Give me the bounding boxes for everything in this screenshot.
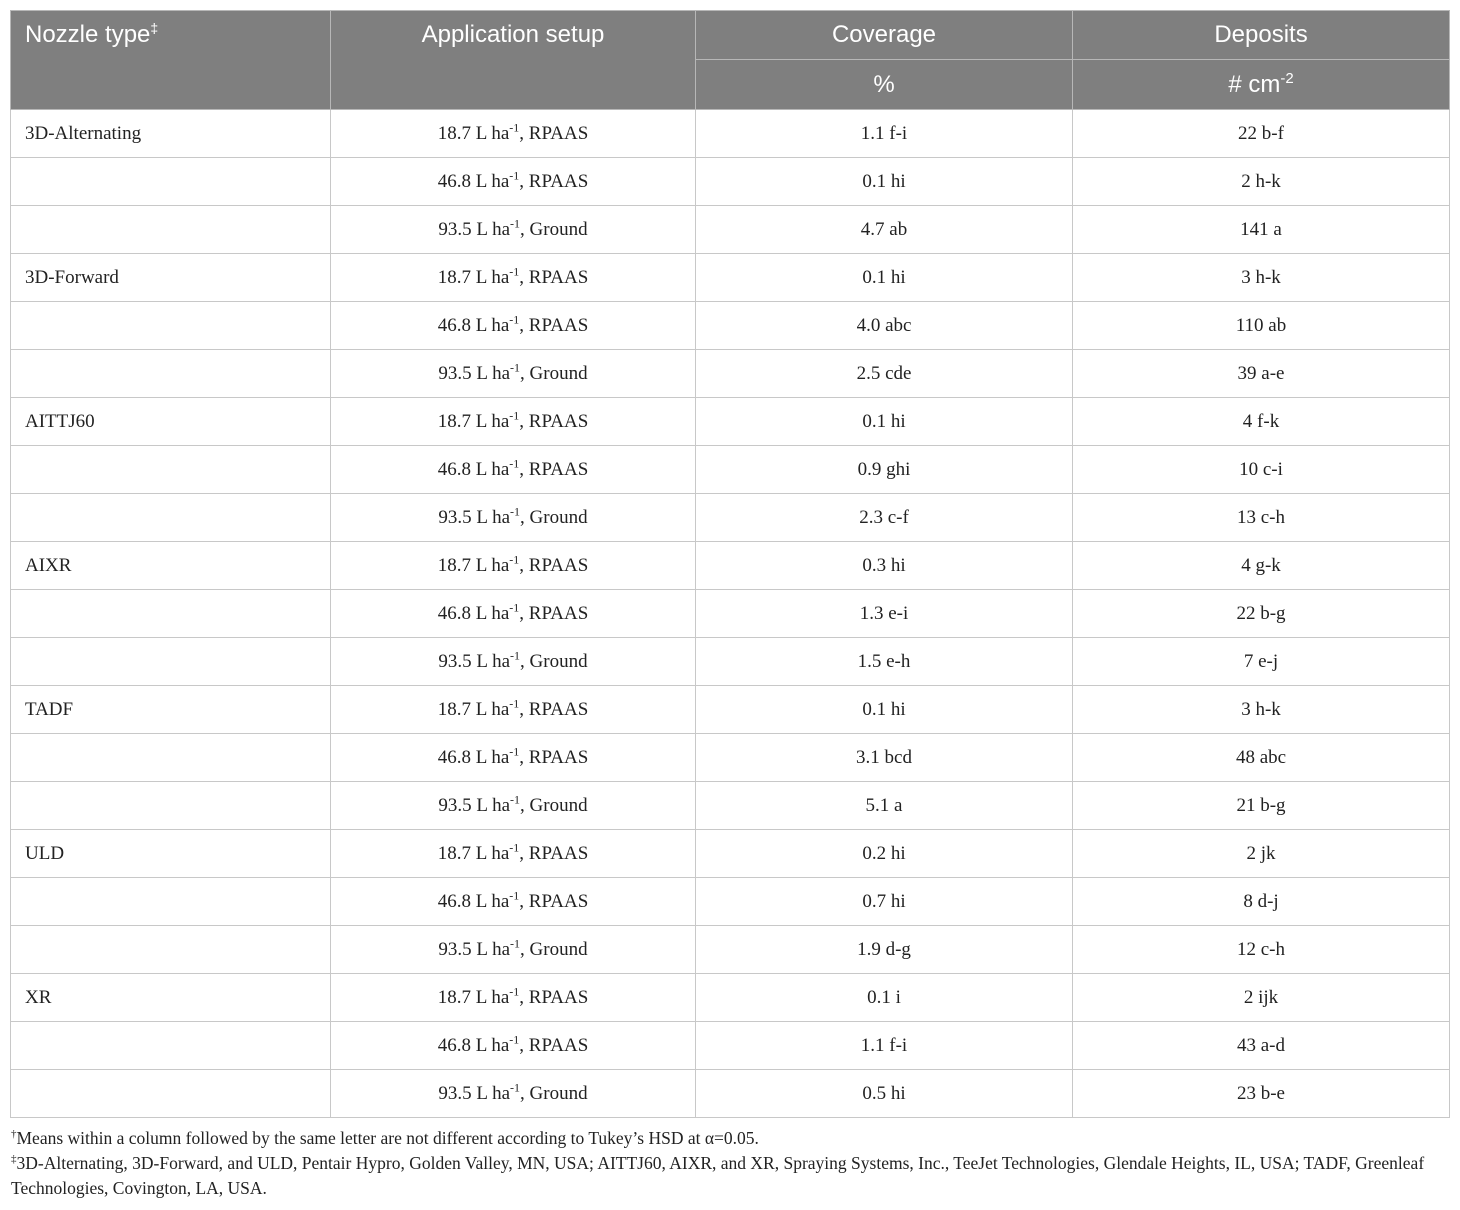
table-row xyxy=(11,974,1450,1022)
cell-coverage: 1.9 d-g xyxy=(696,926,1073,974)
table-row xyxy=(11,1070,1450,1118)
cell-nozzle-type: TADF xyxy=(11,686,331,734)
application-mode: , Ground xyxy=(520,938,588,960)
application-mode: , RPAAS xyxy=(519,266,589,288)
table-row xyxy=(11,638,1450,686)
application-rate: 93.5 L ha xyxy=(438,1082,511,1104)
data-table-container xyxy=(10,10,1449,1118)
cell-coverage: 1.3 e-i xyxy=(696,590,1073,638)
table-row xyxy=(11,878,1450,926)
cell-application-setup xyxy=(331,110,696,158)
footnote-dagger-mark: † xyxy=(11,1128,17,1141)
cell-nozzle-type xyxy=(11,206,331,254)
footnote-manufacturers-text: 3D-Alternating, 3D-Forward, and ULD, Pentair Hypro, Golden Valley, MN, USA; AITTJ60, AIXR, and XR, Spraying Systems, Inc., TeeJet Technologies, Glendale Heights, IL, USA; TADF, Greenleaf Technologies, Covington, LA, USA. xyxy=(11,1153,1425,1198)
cell-deposits: 8 d-j xyxy=(1073,878,1450,926)
cell-application-setup xyxy=(331,1022,696,1070)
cell-deposits: 23 b-e xyxy=(1073,1070,1450,1118)
cell-application-setup xyxy=(331,494,696,542)
cell-coverage: 5.1 a xyxy=(696,782,1073,830)
cell-application-setup xyxy=(331,446,696,494)
cell-deposits: 10 c-i xyxy=(1073,446,1450,494)
cell-deposits: 13 c-h xyxy=(1073,494,1450,542)
table-row xyxy=(11,158,1450,206)
cell-nozzle-type xyxy=(11,878,331,926)
application-rate-exponent: -1 xyxy=(510,504,521,519)
cell-application-setup xyxy=(331,206,696,254)
table-header xyxy=(11,11,1450,110)
header-nozzle-type-label: Nozzle type xyxy=(25,21,151,48)
cell-deposits: 2 ijk xyxy=(1073,974,1450,1022)
header-row xyxy=(11,11,1450,60)
cell-application-setup xyxy=(331,926,696,974)
header-nozzle-type xyxy=(11,11,331,110)
application-rate-exponent: -1 xyxy=(510,360,521,375)
cell-coverage: 0.1 i xyxy=(696,974,1073,1022)
deposits-unit-base: # cm xyxy=(1228,70,1281,98)
application-rate-exponent: -1 xyxy=(509,168,520,183)
application-rate-exponent: -1 xyxy=(509,312,520,327)
application-rate: 46.8 L ha xyxy=(437,890,510,912)
table-row xyxy=(11,350,1450,398)
cell-deposits: 48 abc xyxy=(1073,734,1450,782)
table-row xyxy=(11,446,1450,494)
cell-deposits: 2 h-k xyxy=(1073,158,1450,206)
application-rate-exponent: -1 xyxy=(509,120,520,135)
application-mode: , Ground xyxy=(520,1082,588,1104)
footnote-manufacturers xyxy=(11,1151,1451,1201)
table-row xyxy=(11,1022,1450,1070)
cell-deposits: 2 jk xyxy=(1073,830,1450,878)
application-rate: 46.8 L ha xyxy=(437,458,510,480)
footnote-double-dagger-mark: ‡ xyxy=(11,1153,17,1166)
cell-nozzle-type: 3D-Forward xyxy=(11,254,331,302)
cell-nozzle-type xyxy=(11,782,331,830)
cell-deposits: 39 a-e xyxy=(1073,350,1450,398)
cell-application-setup xyxy=(331,974,696,1022)
cell-coverage: 0.7 hi xyxy=(696,878,1073,926)
application-rate-exponent: -1 xyxy=(510,1080,521,1095)
cell-deposits: 141 a xyxy=(1073,206,1450,254)
cell-deposits: 22 b-g xyxy=(1073,590,1450,638)
application-rate: 46.8 L ha xyxy=(437,602,510,624)
cell-application-setup xyxy=(331,158,696,206)
table-row xyxy=(11,926,1450,974)
header-coverage: Coverage xyxy=(696,11,1073,60)
application-mode: , RPAAS xyxy=(519,314,589,336)
cell-coverage: 4.0 abc xyxy=(696,302,1073,350)
application-rate-exponent: -1 xyxy=(509,1032,520,1047)
header-application-setup: Application setup xyxy=(331,11,696,110)
table-row xyxy=(11,398,1450,446)
cell-coverage: 0.3 hi xyxy=(696,542,1073,590)
application-rate: 46.8 L ha xyxy=(437,170,510,192)
cell-coverage: 1.5 e-h xyxy=(696,638,1073,686)
table-row xyxy=(11,494,1450,542)
cell-coverage: 0.5 hi xyxy=(696,1070,1073,1118)
cell-nozzle-type xyxy=(11,638,331,686)
cell-coverage: 2.5 cde xyxy=(696,350,1073,398)
application-rate: 46.8 L ha xyxy=(437,746,510,768)
application-rate-exponent: -1 xyxy=(510,792,521,807)
cell-coverage: 0.1 hi xyxy=(696,254,1073,302)
cell-nozzle-type xyxy=(11,158,331,206)
deposits-unit-exponent: -2 xyxy=(1280,69,1294,87)
cell-application-setup xyxy=(331,302,696,350)
application-mode: , RPAAS xyxy=(519,554,589,576)
cell-coverage: 3.1 bcd xyxy=(696,734,1073,782)
application-mode: , RPAAS xyxy=(519,890,589,912)
application-mode: , RPAAS xyxy=(519,602,589,624)
cell-application-setup xyxy=(331,638,696,686)
cell-nozzle-type: 3D-Alternating xyxy=(11,110,331,158)
cell-application-setup xyxy=(331,686,696,734)
application-mode: , RPAAS xyxy=(519,698,589,720)
table-row xyxy=(11,830,1450,878)
header-deposits-unit xyxy=(1073,60,1450,110)
cell-application-setup xyxy=(331,398,696,446)
cell-deposits: 4 g-k xyxy=(1073,542,1450,590)
cell-coverage: 4.7 ab xyxy=(696,206,1073,254)
cell-application-setup xyxy=(331,878,696,926)
nozzle-coverage-table xyxy=(10,10,1450,1118)
cell-nozzle-type xyxy=(11,1022,331,1070)
application-rate: 18.7 L ha xyxy=(437,410,510,432)
footnote-tukey xyxy=(11,1126,1451,1151)
cell-nozzle-type xyxy=(11,446,331,494)
application-mode: , RPAAS xyxy=(519,746,589,768)
cell-nozzle-type xyxy=(11,590,331,638)
application-rate: 93.5 L ha xyxy=(438,218,511,240)
application-rate-exponent: -1 xyxy=(509,840,520,855)
cell-coverage: 0.1 hi xyxy=(696,158,1073,206)
cell-deposits: 110 ab xyxy=(1073,302,1450,350)
header-deposits: Deposits xyxy=(1073,11,1450,60)
cell-application-setup xyxy=(331,254,696,302)
cell-coverage: 1.1 f-i xyxy=(696,1022,1073,1070)
cell-nozzle-type xyxy=(11,734,331,782)
cell-nozzle-type xyxy=(11,494,331,542)
table-row xyxy=(11,782,1450,830)
application-rate-exponent: -1 xyxy=(510,216,521,231)
application-mode: , Ground xyxy=(520,650,588,672)
cell-deposits: 43 a-d xyxy=(1073,1022,1450,1070)
application-rate-exponent: -1 xyxy=(509,744,520,759)
cell-nozzle-type xyxy=(11,350,331,398)
header-coverage-unit: % xyxy=(696,60,1073,110)
cell-deposits: 7 e-j xyxy=(1073,638,1450,686)
application-rate: 18.7 L ha xyxy=(437,554,510,576)
application-mode: , Ground xyxy=(520,218,588,240)
application-rate-exponent: -1 xyxy=(509,696,520,711)
cell-application-setup xyxy=(331,350,696,398)
cell-nozzle-type xyxy=(11,302,331,350)
table-row xyxy=(11,254,1450,302)
cell-application-setup xyxy=(331,734,696,782)
application-rate: 93.5 L ha xyxy=(438,938,511,960)
application-mode: , Ground xyxy=(520,506,588,528)
cell-coverage: 0.9 ghi xyxy=(696,446,1073,494)
application-rate-exponent: -1 xyxy=(509,888,520,903)
cell-nozzle-type: AIXR xyxy=(11,542,331,590)
application-rate: 93.5 L ha xyxy=(438,362,511,384)
application-rate: 46.8 L ha xyxy=(437,314,510,336)
header-nozzle-type-footnote-mark: ‡ xyxy=(150,20,159,36)
application-rate-exponent: -1 xyxy=(509,264,520,279)
table-row xyxy=(11,542,1450,590)
cell-coverage: 0.1 hi xyxy=(696,398,1073,446)
table-footnotes xyxy=(11,1126,1451,1201)
cell-coverage: 1.1 f-i xyxy=(696,110,1073,158)
table-body xyxy=(11,110,1450,1118)
cell-deposits: 4 f-k xyxy=(1073,398,1450,446)
cell-deposits: 12 c-h xyxy=(1073,926,1450,974)
application-rate-exponent: -1 xyxy=(509,600,520,615)
application-rate-exponent: -1 xyxy=(510,936,521,951)
cell-coverage: 0.2 hi xyxy=(696,830,1073,878)
cell-nozzle-type: ULD xyxy=(11,830,331,878)
table-row xyxy=(11,302,1450,350)
application-rate: 18.7 L ha xyxy=(437,122,510,144)
application-rate-exponent: -1 xyxy=(509,456,520,471)
cell-deposits: 22 b-f xyxy=(1073,110,1450,158)
cell-nozzle-type: AITTJ60 xyxy=(11,398,331,446)
application-rate: 18.7 L ha xyxy=(437,986,510,1008)
cell-deposits: 3 h-k xyxy=(1073,254,1450,302)
cell-coverage: 2.3 c-f xyxy=(696,494,1073,542)
table-row xyxy=(11,686,1450,734)
application-mode: , Ground xyxy=(520,362,588,384)
application-mode: , RPAAS xyxy=(519,1034,589,1056)
cell-application-setup xyxy=(331,1070,696,1118)
cell-coverage: 0.1 hi xyxy=(696,686,1073,734)
application-rate: 46.8 L ha xyxy=(437,1034,510,1056)
application-rate-exponent: -1 xyxy=(509,552,520,567)
application-mode: , RPAAS xyxy=(519,842,589,864)
application-mode: , RPAAS xyxy=(519,170,589,192)
application-rate: 93.5 L ha xyxy=(438,794,511,816)
cell-application-setup xyxy=(331,782,696,830)
application-rate: 18.7 L ha xyxy=(437,266,510,288)
application-mode: , RPAAS xyxy=(519,410,589,432)
application-mode: , Ground xyxy=(520,794,588,816)
cell-application-setup xyxy=(331,590,696,638)
application-rate-exponent: -1 xyxy=(510,648,521,663)
cell-deposits: 21 b-g xyxy=(1073,782,1450,830)
table-row xyxy=(11,110,1450,158)
cell-application-setup xyxy=(331,830,696,878)
table-row xyxy=(11,590,1450,638)
application-mode: , RPAAS xyxy=(519,986,589,1008)
application-rate-exponent: -1 xyxy=(509,984,520,999)
table-row xyxy=(11,206,1450,254)
application-mode: , RPAAS xyxy=(519,122,589,144)
cell-application-setup xyxy=(331,542,696,590)
application-rate: 93.5 L ha xyxy=(438,506,511,528)
table-row xyxy=(11,734,1450,782)
cell-nozzle-type xyxy=(11,926,331,974)
application-rate: 18.7 L ha xyxy=(437,698,510,720)
cell-deposits: 3 h-k xyxy=(1073,686,1450,734)
application-rate: 93.5 L ha xyxy=(438,650,511,672)
cell-nozzle-type xyxy=(11,1070,331,1118)
application-rate-exponent: -1 xyxy=(509,408,520,423)
footnote-tukey-text: Means within a column followed by the same letter are not different according to Tukey’s HSD at α=0.05. xyxy=(16,1128,759,1148)
cell-nozzle-type: XR xyxy=(11,974,331,1022)
application-rate: 18.7 L ha xyxy=(437,842,510,864)
application-mode: , RPAAS xyxy=(519,458,589,480)
